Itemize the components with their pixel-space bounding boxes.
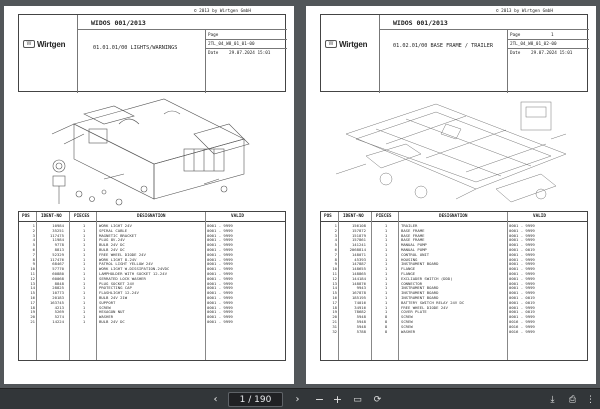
page-label: Page [510,33,521,38]
row-pos: 10 [332,266,337,272]
row-designation: BULB 24V DC [99,318,125,324]
row-designation: WORK LIGHT W.DISSIPATION.24VDC [99,266,170,272]
row-ident-no: 11984 [52,237,64,243]
row-pos: 8 [32,256,35,262]
col-ident-header: IDENT-NO [41,214,62,219]
row-pieces: 1 [82,290,86,296]
row-ident-no: 45393 [354,256,366,262]
date-label: Date [208,51,219,56]
row-designation: BULB 24V DC [99,242,125,248]
row-pos: 10 [30,266,35,272]
row-pieces: 1 [82,256,86,262]
row-pieces: 1 [384,275,388,281]
print-icon[interactable]: ⎙ [568,394,577,405]
row-pos: 6 [32,246,35,252]
row-valid: 0001 - 9999 [207,261,233,267]
row-pos: 15 [332,290,337,296]
row-designation: FLANGE [401,266,416,272]
wirtgen-logo-mark: W [325,40,337,48]
row-pos: 14 [30,285,35,291]
row-ident-no: 14224 [52,318,64,324]
parts-table-header [19,212,285,222]
row-pos: 2 [334,227,337,233]
row-pos: 12 [332,275,337,281]
row-ident-no: 34916 [354,304,366,310]
row-pos: 17 [30,299,35,305]
row-pos: 19 [30,309,35,315]
row-pieces: 1 [384,285,388,291]
row-valid: 0001 - 0019 [509,294,535,300]
parts-table [18,211,286,361]
row-pos: 18 [30,304,35,310]
col-pos-header: POS [22,214,30,219]
row-designation: PLUG 8V-24V [99,237,125,243]
row-pos: 11 [332,270,337,276]
download-icon[interactable]: ⤓ [550,394,555,405]
row-ident-no: 5948 [356,318,366,324]
row-valid: 0001 - 9999 [509,251,535,257]
page-indicator[interactable]: 1 / 190 [228,392,283,407]
row-designation: SERRATED LOCK WASHER [99,275,146,281]
row-valid: 0001 - 9999 [207,299,233,305]
row-designation: INSTRUMENT BOARD [401,261,439,267]
page-label: Page [208,33,219,38]
row-designation: FREE WHEEL DIODE 24V [401,304,448,310]
wirtgen-logo-text: Wirtgen [339,39,368,49]
row-pos: 3 [334,232,337,238]
row-designation: MAGNETIC BRACKET [99,232,137,238]
rotate-icon[interactable]: ⟳ [373,394,382,405]
row-ident-no: 157872 [351,227,366,233]
row-designation: CONTROL UNIT [401,251,430,257]
zoom-in-icon[interactable]: + [332,393,343,406]
parts-table-body [321,224,587,334]
row-ident-no: 10773 [52,290,64,296]
row-valid: 0001 - 9999 [509,304,535,310]
row-valid: 0001 - 9999 [509,223,535,228]
col-pos-header: POS [324,214,332,219]
row-pieces: 1 [384,299,388,305]
row-designation: WORK LIGHT 8-24V [99,256,137,262]
row-designation: WORK LIGHT 24V [99,223,132,228]
model-title: WIDOS 001/2013 [393,19,448,27]
col-designation-header: DESIGNATION [439,214,468,219]
row-ident-no: 141241 [351,242,366,248]
row-valid: 0001 - 9999 [207,227,233,233]
section-title: 01.02.01/00 BASE FRAME / TRAILER [393,43,493,49]
row-pieces: 1 [82,299,86,305]
page-header [18,14,286,92]
pdf-page-1 [4,6,294,384]
row-pos: 8 [334,256,337,262]
row-designation: EXCLIADER SWITCH (DDD) [401,275,453,281]
row-valid: 0001 - 0019 [509,309,535,315]
row-designation: BASE FRAME [401,227,425,233]
row-valid: 0001 - 9999 [509,290,535,296]
page-number: 1 [551,33,554,38]
row-valid: 0001 - 9999 [207,294,233,300]
row-pos: 21 [332,318,337,324]
row-valid: 0001 - 9999 [207,304,233,310]
row-pos: 20 [30,314,35,320]
parts-table-body [19,224,285,325]
row-ident-no: 151879 [351,232,366,238]
part-code: 2TL_04_W8_01_01-00 [208,42,255,47]
row-pos: 7 [334,251,337,257]
row-pieces: 1 [384,237,388,243]
row-ident-no: 5788 [356,328,366,334]
row-pos: 15 [30,290,35,296]
row-designation: COVER PLATE [401,309,427,315]
row-pos: 13 [30,280,35,286]
copyright-text: © 2013 by Wirtgen GmbH [194,9,251,14]
row-pieces: 1 [82,223,86,228]
row-valid: 0001 - 9999 [207,256,233,262]
row-pieces: 1 [384,246,388,252]
row-ident-no: 60068 [52,275,64,281]
row-ident-no: 10984 [52,223,64,228]
row-valid: 0001 - 9999 [207,275,233,281]
row-pieces: 1 [82,275,86,281]
row-designation: BULB 24V DC [99,246,125,252]
copyright-text: © 2013 by Wirtgen GmbH [496,9,553,14]
row-ident-no: 5948 [356,323,366,329]
row-designation: FREE WHEEL DIODE 24V [99,251,146,257]
row-valid: 0016 - 9999 [509,323,535,329]
row-designation: SCREW [401,314,413,320]
date-label: Date [510,51,521,56]
row-pos: 14 [332,285,337,291]
row-valid: 0001 - 9999 [207,314,233,320]
page-header [320,14,588,92]
row-ident-no: 52329 [52,251,64,257]
row-pos: 21 [30,318,35,324]
row-valid: 0001 - 9999 [207,266,233,272]
row-pieces: 1 [384,266,388,272]
date-value: 29.07.2024 15:01 [229,51,271,56]
row-ident-no: 20183 [52,294,64,300]
row-valid: 0001 - 9999 [207,251,233,257]
row-designation: INSTRUMENT BOARD [401,290,439,296]
row-pieces: 1 [384,242,388,248]
table-row [19,320,285,325]
row-ident-no: 5274 [54,314,64,320]
row-valid: 0001 - 9999 [207,270,233,276]
col-valid-header: VALID [533,214,546,219]
row-designation: HEXAGON NUT [99,309,125,315]
row-ident-no: 147887 [351,261,366,267]
exploded-parts-diagram [44,94,264,212]
row-designation: BASE FRAME [401,232,425,238]
row-ident-no: 8848 [54,280,64,286]
date-value: 29.07.2024 15:01 [531,51,573,56]
row-valid: 0001 - 9999 [207,318,233,324]
row-valid: 0001 - 0019 [509,246,535,252]
row-pieces: 1 [82,304,86,310]
row-ident-no: 117475 [49,232,64,238]
more-icon[interactable]: ⋮ [586,394,595,405]
row-valid: 0001 - 9999 [509,232,535,238]
row-pos: 31 [332,323,337,329]
row-pos: 16 [332,294,337,300]
model-title: WIDOS 001/2013 [91,19,146,27]
wirtgen-logo-text: Wirtgen [37,39,66,49]
col-valid-header: VALID [231,214,244,219]
row-valid: 0001 - 9999 [207,232,233,238]
row-ident-no: 157861 [351,237,366,243]
row-valid: 0016 - 9999 [509,318,535,324]
row-pos: 32 [332,328,337,334]
row-pieces: 1 [82,270,86,276]
row-designation: TRAILER [401,223,418,228]
row-pos: 11 [30,270,35,276]
row-pieces: 1 [82,242,86,248]
row-designation: WASHER [401,328,416,334]
row-ident-no: 68467 [52,261,64,267]
row-ident-no: 144184 [351,275,366,281]
row-pos: 19 [332,309,337,315]
row-valid: 0001 - 9999 [207,280,233,286]
wirtgen-logo [23,37,75,51]
prev-page-icon[interactable]: ‹ [213,394,218,405]
row-pieces: 1 [384,280,388,286]
pdf-page-2 [306,6,596,384]
row-designation: CONNECTOR [401,280,423,286]
row-designation: FLANGE [401,270,416,276]
row-ident-no: 35251 [52,227,64,233]
row-designation: PATROL LIGHT YELLOW 24V [99,261,153,267]
row-pieces: 1 [384,294,388,300]
row-ident-no: 117476 [49,256,64,262]
row-valid: 0001 - 9999 [509,227,535,233]
row-valid: 0001 - 9999 [509,280,535,286]
row-ident-no: 57770 [52,266,64,272]
fit-page-icon[interactable]: ▭ [353,394,362,405]
row-ident-no: 5269 [54,309,64,315]
row-designation: PLUG SOCKET 24V [99,280,135,286]
row-ident-no: 9778 [54,242,64,248]
row-pos: 1 [334,223,337,228]
row-pieces: 1 [384,309,388,315]
col-designation-header: DESIGNATION [137,214,166,219]
row-pieces: 1 [82,285,86,291]
row-designation: SPIRAL CABLE [99,227,128,233]
row-pieces: 1 [384,290,388,296]
row-designation: BULB 24V 21W [99,294,128,300]
col-pieces-header: PIECES [74,214,90,219]
row-pos: 1 [32,223,35,228]
row-pieces: 1 [82,280,86,286]
part-code: 2TL_04_W8_01_02-00 [510,42,557,47]
row-designation: LAMPHOLDER WITH SOCKET 12-24V [99,270,167,276]
row-pos: 4 [334,237,337,243]
row-designation: SUPPORT [99,299,116,305]
row-designation: BASE FRAME [401,237,425,243]
row-pos: 13 [332,280,337,286]
row-pieces: 1 [82,294,86,300]
table-row [321,330,587,335]
next-page-icon[interactable]: › [295,394,300,405]
row-pieces: 1 [384,304,388,310]
row-pieces: 1 [82,251,86,257]
row-valid: 0001 - 9999 [207,285,233,291]
row-designation: SCREW [99,304,111,310]
row-valid: 0001 - 9999 [509,266,535,272]
row-pos: 4 [32,237,35,243]
row-pos: 18 [332,304,337,310]
row-designation: PROTECTING CAP [99,285,132,291]
parts-table [320,211,588,361]
row-valid: 0001 - 9999 [509,242,535,248]
row-pieces: 1 [82,237,86,243]
row-pos: 3 [32,232,35,238]
row-valid: 0001 - 9999 [509,237,535,243]
row-pos: 20 [332,314,337,320]
row-pieces: 1 [82,318,86,324]
row-ident-no: 185195 [351,294,366,300]
row-ident-no: 5948 [356,314,366,320]
row-designation: INSTRUMENT BOARD [401,294,439,300]
row-designation: FLASHLIGHT 12-24V [99,290,139,296]
row-valid: 0001 - 9999 [509,314,535,320]
row-designation: MANUAL PUMP [401,246,427,252]
row-valid: 0001 - 9999 [207,237,233,243]
row-designation: MANUAL PUMP [401,242,427,248]
row-valid: 0001 - 9999 [207,223,233,228]
row-ident-no: 148071 [351,251,366,257]
row-ident-no: 74016 [354,299,366,305]
row-pieces: 1 [82,309,86,315]
col-pieces-header: PIECES [376,214,392,219]
row-pieces: 1 [384,270,388,276]
pdf-toolbar [0,388,600,409]
row-pieces: 1 [82,261,86,267]
row-ident-no: 148876 [351,280,366,286]
row-valid: 0001 - 9999 [207,290,233,296]
row-pos: 9 [32,261,35,267]
parts-table-header [321,212,587,222]
row-pieces: 1 [384,227,388,233]
row-pieces: 1 [82,232,86,238]
row-pos: 5 [334,242,337,248]
row-valid: 0001 - 9999 [207,246,233,252]
row-designation: WASHER [99,314,114,320]
row-pieces: 8 [384,323,388,329]
row-designation: SCREW [401,323,413,329]
row-pos: 12 [30,275,35,281]
row-pieces: 1 [82,266,86,272]
row-ident-no: 78682 [354,309,366,315]
row-pos: 2 [32,227,35,233]
row-ident-no: 2068814 [349,246,366,252]
row-valid: 0016 - 9999 [509,328,535,334]
row-pieces: 1 [384,256,388,262]
row-pieces: 1 [82,314,86,320]
col-ident-header: IDENT-NO [343,214,364,219]
row-valid: 0001 - 0019 [509,299,535,305]
row-pos: 17 [332,299,337,305]
row-pieces: 8 [384,328,388,334]
row-pieces: 1 [82,246,86,252]
row-pieces: 1 [384,232,388,238]
row-designation: BATTERY SWITCH RELAY 24V DC [401,299,465,305]
row-pos: 16 [30,294,35,300]
row-ident-no: 163745 [49,299,64,305]
row-pos: 9 [334,261,337,267]
row-ident-no: 4213 [54,304,64,310]
row-pos: 7 [32,251,35,257]
row-pieces: 8 [384,318,388,324]
row-pieces: 1 [384,261,388,267]
zoom-out-icon[interactable]: − [314,393,325,406]
section-title: 01.01.01/00 LIGHTS/WARNINGS [93,45,178,51]
row-designation: HOUSING [401,256,418,262]
row-ident-no: 9943 [356,285,366,291]
row-valid: 0001 - 9999 [207,242,233,248]
row-pieces: 1 [82,227,86,233]
row-pieces: 8 [384,314,388,320]
row-ident-no: 8813 [54,246,64,252]
row-ident-no: 148655 [351,266,366,272]
row-ident-no: 167878 [351,290,366,296]
row-ident-no: 148865 [351,270,366,276]
exploded-parts-diagram [326,94,581,212]
row-pos: 5 [32,242,35,248]
row-ident-no: 156108 [351,223,366,228]
row-valid: 0001 - 9999 [509,275,535,281]
row-ident-no: 60880 [52,270,64,276]
row-valid: 0001 - 9999 [509,285,535,291]
row-pos: 6 [334,246,337,252]
row-designation: INSTRUMENT BOARD [401,285,439,291]
row-designation: SCREW [401,318,413,324]
row-valid: 0001 - 9999 [509,256,535,262]
row-ident-no: 28825 [52,285,64,291]
row-valid: 0001 - 9999 [207,309,233,315]
row-pieces: 1 [384,251,388,257]
row-pieces: 1 [384,223,388,228]
wirtgen-logo-mark: W [23,40,35,48]
row-valid: 0001 - 9999 [509,270,535,276]
wirtgen-logo [325,37,377,51]
row-valid: 0001 - 9999 [509,261,535,267]
